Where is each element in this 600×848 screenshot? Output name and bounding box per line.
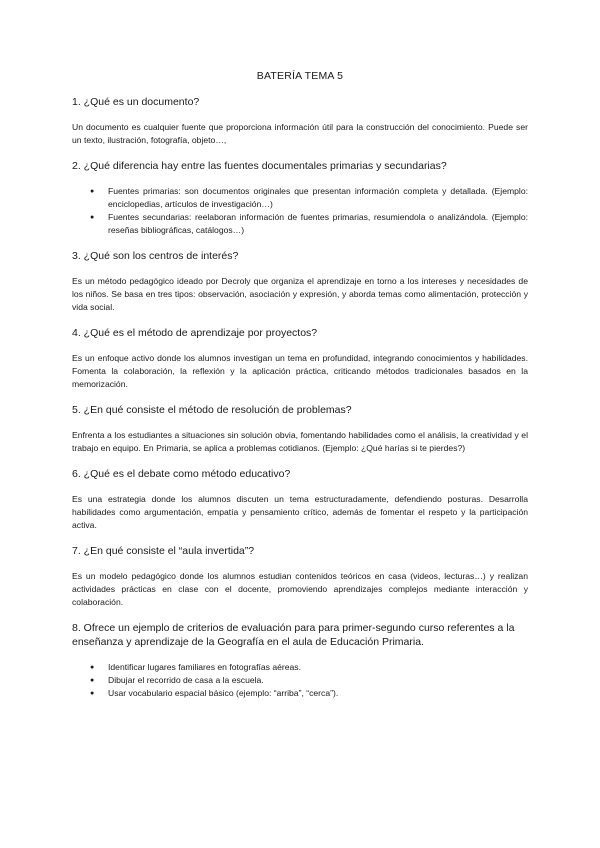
list-item: ● Usar vocabulario espacial básico (ejemplo: “arriba”, “cerca”). <box>108 687 528 700</box>
section-4 <box>72 326 528 391</box>
question-4: 4. ¿Qué es el método de aprendizaje por proyectos? <box>72 327 318 339</box>
list-item: ● Fuentes primarias: son documentos originales que presentan información completa y detallada. (Ejemplo: enciclopedias, artículos de investigación…) <box>108 185 528 211</box>
question-2: 2. ¿Qué diferencia hay entre las fuentes documentales primarias y secundarias? <box>72 160 447 172</box>
list-item: ● Fuentes secundarias: reelaboran información de fuentes primarias, resumiendola o analizándola. (Ejemplo: reseñas bibliográficas, catálogos…) <box>108 211 528 237</box>
question-1: 1. ¿Qué es un documento? <box>72 96 200 108</box>
section-6 <box>72 467 528 532</box>
answer-5: Enfrenta a los estudiantes a situaciones sin solución obvia, fomentando habilidades como el análisis, la creatividad y el trabajo en equipo. En Primaria, se aplica a problemas cotidianos. (Ejemplo: ¿Qué harías si te pierdes?) <box>72 430 528 453</box>
answer-1: Un documento es cualquier fuente que proporciona información útil para la construcción del conocimiento. Puede ser un texto, ilustración, fotografía, objeto…, <box>72 122 528 145</box>
question-3: 3. ¿Qué son los centros de interés? <box>72 250 239 262</box>
section-3 <box>72 249 528 314</box>
bullet-list-2 <box>72 185 528 237</box>
question-7: 7. ¿En qué consiste el “aula invertida”? <box>72 545 255 557</box>
list-item: ● Dibujar el recorrido de casa a la escuela. <box>108 674 528 687</box>
question-6: 6. ¿Qué es el debate como método educativo? <box>72 468 291 480</box>
question-5: 5. ¿En qué consiste el método de resolución de problemas? <box>72 404 352 416</box>
answer-6: Es una estrategia donde los alumnos discuten un tema estructuradamente, defendiendo posturas. Desarrolla habilidades como argumentación, empatía y pensamiento crítico, además de fomentar el respeto y la participación activa. <box>72 494 528 530</box>
answer-4: Es un enfoque activo donde los alumnos investigan un tema en profundidad, integrando conocimientos y habilidades. Fomenta la colaboración, la reflexión y la aplicación práctica, criticando métodos tradicionales basados en la memorización. <box>72 353 528 389</box>
answer-3: Es un método pedagógico ideado por Decroly que organiza el aprendizaje en torno a los intereses y necesidades de los niños. Se basa en tres tipos: observación, asociación y expresión, y aborda temas como alimentación, protección y vida social. <box>72 276 528 312</box>
section-8 <box>72 621 528 700</box>
section-1 <box>72 95 528 147</box>
section-7 <box>72 544 528 609</box>
section-2 <box>72 159 528 237</box>
document-title: BATERÍA TEMA 5 <box>256 70 344 82</box>
list-item: ● Identificar lugares familiares en fotografías aéreas. <box>108 661 528 674</box>
document-page <box>72 70 528 712</box>
question-8: 8. Ofrece un ejemplo de criterios de evaluación para para primer-segundo curso referentes a la enseñanza y aprendizaje de la Geografía en el aula de Educación Primaria. <box>72 622 515 648</box>
bullet-list-8 <box>72 661 528 700</box>
answer-7: Es un modelo pedagógico donde los alumnos estudian contenidos teóricos en casa (videos, lecturas…) y realizan actividades prácticas en clase con el docente, promoviendo aprendizajes complejos mediante interacción y colaboración. <box>72 571 528 607</box>
section-5 <box>72 403 528 455</box>
